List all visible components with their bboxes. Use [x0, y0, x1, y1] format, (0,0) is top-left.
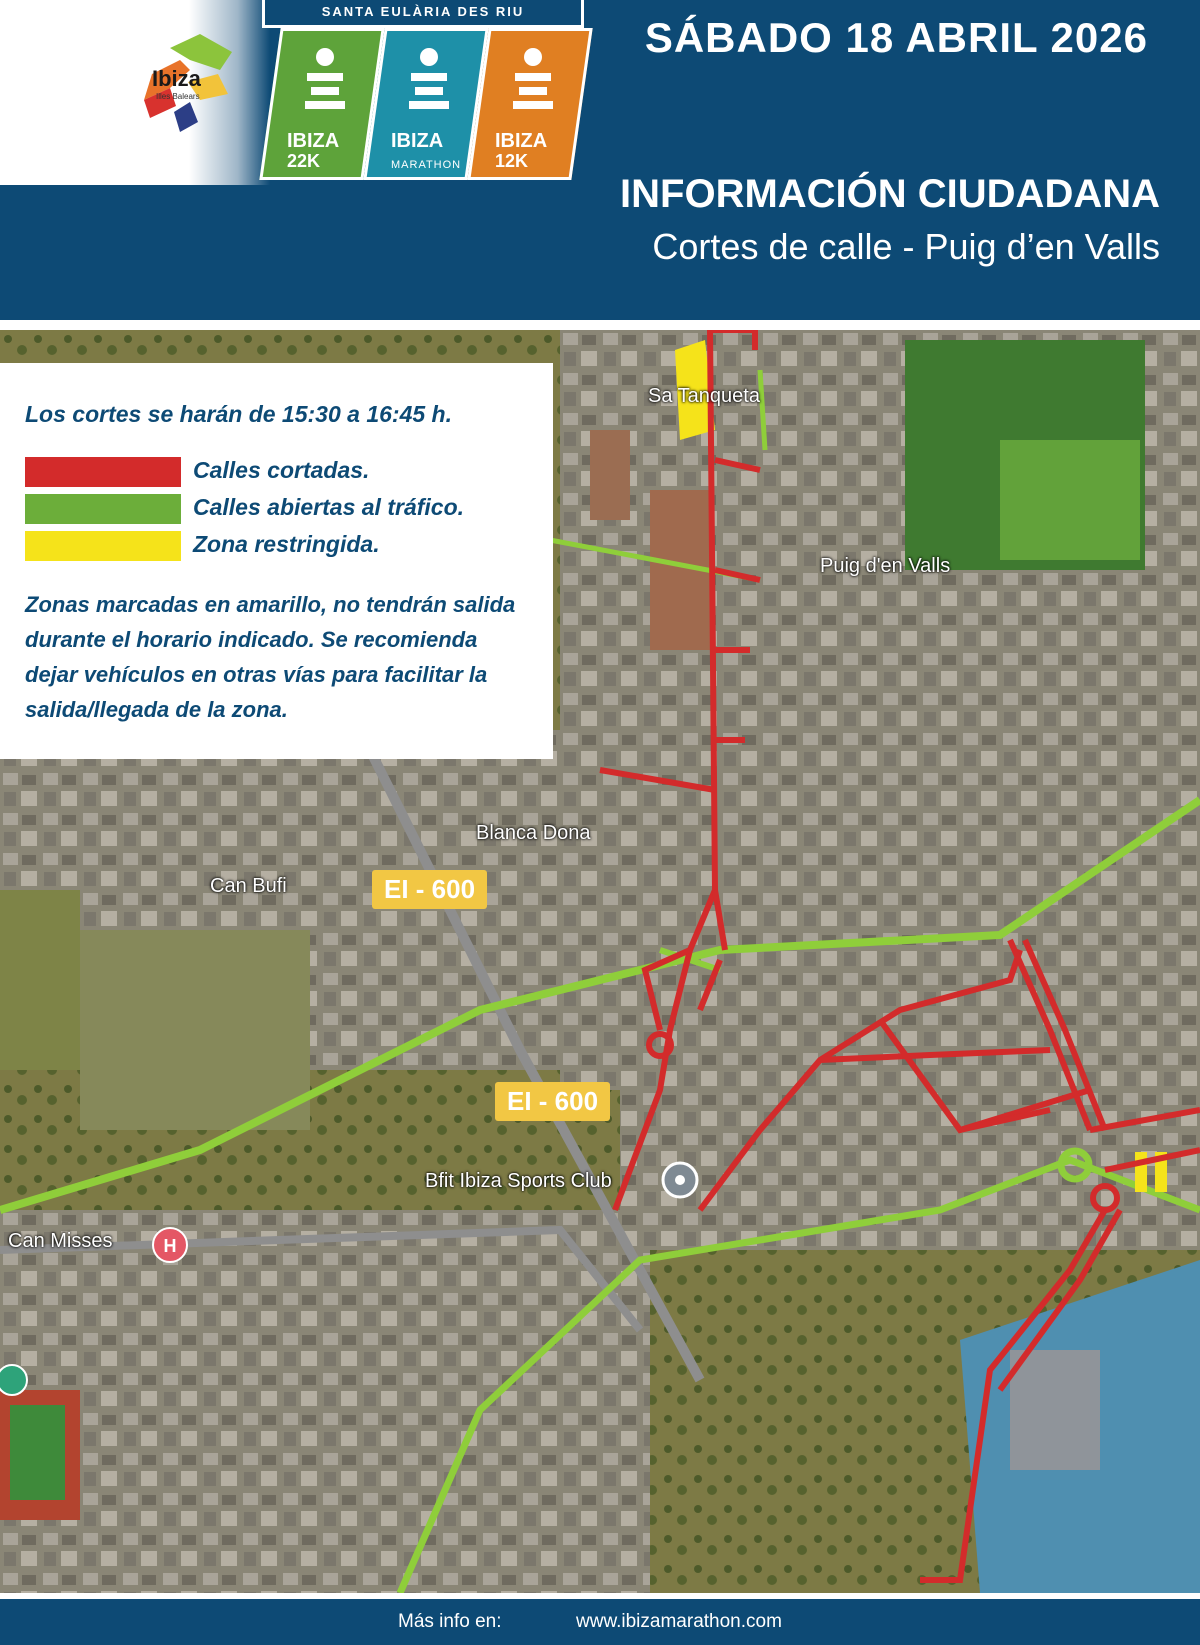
label-puig-den-valls: Puig d'en Valls	[820, 555, 951, 577]
tile-22k-line1: IBIZA	[287, 130, 340, 152]
badge-banner	[262, 0, 584, 28]
legend-note: Zonas marcadas en amarillo, no tendrán salida durante el horario indicado. Se recomienda dejar vehículos en otras vías para facilitar la salida/llegada de la zona.	[25, 592, 516, 722]
legend-label-open: Calles abiertas al tráfico.	[193, 494, 465, 520]
park-marker-icon	[0, 1365, 27, 1395]
footer-label: Más info en:	[398, 1611, 502, 1632]
legend-swatch-red	[25, 457, 181, 487]
label-blanca-dona: Blanca Dona	[476, 822, 591, 844]
tile-12k-line2: 12K	[495, 151, 529, 171]
tile-marathon-line1: IBIZA	[391, 130, 444, 152]
badge-banner-text: SANTA EULÀRIA DES RIU	[321, 4, 525, 19]
legend-hours: Los cortes se harán de 15:30 a 16:45 h.	[25, 401, 452, 427]
legend-label-restricted: Zona restringida.	[193, 531, 380, 557]
road-tag-ei600: EI - 600	[495, 1082, 610, 1121]
road-tag-ei600: EI - 600	[372, 870, 487, 909]
header	[0, 0, 1200, 320]
label-can-misses: Can Misses	[8, 1230, 113, 1252]
runner-icon	[507, 45, 559, 115]
tile-12k	[467, 28, 592, 180]
label-bfit-ibiza: Bfit Ibiza Sports Club	[425, 1170, 612, 1192]
page-subtitle: Cortes de calle - Puig d’en Valls	[652, 226, 1160, 267]
brand-word: Ibiza	[152, 66, 201, 91]
label-can-bufi: Can Bufi	[210, 875, 287, 897]
race-badge	[262, 0, 584, 183]
hospital-icon	[153, 1228, 187, 1262]
label-sa-tanqueta: Sa Tanqueta	[648, 385, 760, 407]
legend	[0, 363, 553, 759]
tile-12k-line1: IBIZA	[495, 130, 548, 152]
legend-swatch-yellow	[25, 531, 181, 561]
location-pin-icon	[663, 1163, 697, 1197]
logo-panel	[0, 0, 270, 185]
footer	[0, 1593, 1200, 1645]
legend-label-closed: Calles cortadas.	[193, 457, 370, 483]
runner-icon	[299, 45, 351, 115]
legend-swatch-green	[25, 494, 181, 524]
event-date: SÁBADO 18 ABRIL 2026	[644, 14, 1148, 61]
svg-text:H: H	[163, 1236, 177, 1256]
runner-icon	[403, 45, 455, 115]
tile-marathon-line2: MARATHON	[391, 159, 462, 171]
brand-sub: Illes Balears	[156, 92, 200, 101]
page-title: INFORMACIÓN CIUDADANA	[620, 172, 1160, 216]
tile-22k-line2: 22K	[287, 151, 321, 171]
footer-link[interactable]: www.ibizamarathon.com	[576, 1611, 782, 1632]
